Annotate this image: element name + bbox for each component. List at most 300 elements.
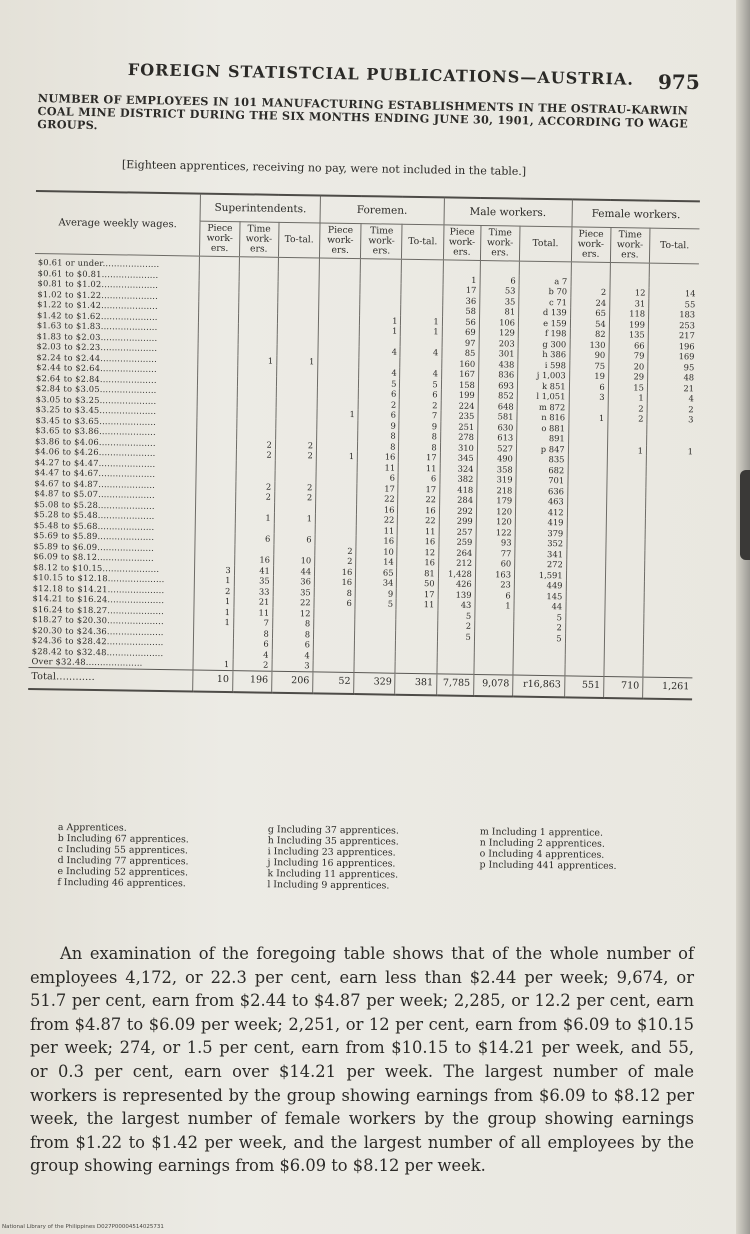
table-cell	[567, 528, 606, 539]
table-cell: 77	[476, 547, 515, 558]
table-cell	[607, 487, 646, 498]
table-cell: 95	[648, 361, 698, 372]
table-cell	[568, 433, 607, 444]
table-cell: 710	[603, 676, 643, 698]
wage-range-label: $4.47 to $4.67....................	[34, 467, 156, 479]
wage-range-label: $4.67 to $4.87....................	[34, 477, 156, 490]
table-cell: 196	[232, 670, 272, 692]
table-cell: 24	[570, 297, 609, 308]
table-cell	[401, 294, 442, 305]
table-cell	[194, 627, 233, 638]
table-cell: 2	[647, 403, 697, 414]
table-cell: 16	[398, 504, 439, 515]
table-cell	[606, 497, 645, 508]
table-cell	[396, 641, 437, 652]
table-cell: 21	[234, 596, 273, 607]
table-cell	[565, 664, 604, 676]
table-cell	[355, 619, 396, 630]
table-cell: 81	[479, 306, 518, 317]
table-cell	[276, 366, 317, 377]
table-cell	[195, 533, 234, 544]
table-cell	[606, 518, 645, 529]
table-cell	[274, 523, 315, 534]
table-cell	[645, 519, 695, 530]
table-cell	[604, 623, 643, 634]
footnote: l Including 9 apprentices.	[267, 879, 390, 892]
table-cell: 82	[570, 328, 609, 339]
table-cell: 1	[194, 596, 233, 607]
table-cell	[605, 602, 644, 613]
table-cell: 79	[609, 350, 648, 361]
table-cell	[277, 345, 318, 356]
subheader-piece: Piece work-ers.	[319, 223, 361, 259]
table-cell	[566, 591, 605, 602]
wage-range-label: $2.64 to $2.84....................	[35, 372, 157, 385]
table-cell: 22	[398, 515, 439, 526]
footnote: a Apprentices.	[57, 822, 127, 834]
table-cell: 160	[441, 358, 478, 369]
table-cell: 196	[648, 340, 698, 351]
table-cell: 17	[398, 483, 439, 494]
table-cell: 235	[441, 410, 478, 421]
table-cell	[605, 581, 644, 592]
table-cell	[198, 386, 237, 397]
page-edge-shadow	[736, 0, 750, 1234]
table-cell	[317, 387, 358, 398]
table-cell	[276, 387, 317, 398]
table-cell: a 7	[519, 275, 571, 286]
wage-range-label: $8.12 to $10.15....................	[33, 561, 160, 574]
table-cell: 253	[648, 319, 698, 330]
table-cell	[605, 570, 644, 581]
table-cell: 7,785	[436, 673, 473, 695]
wage-range-label: $5.89 to $6.09....................	[33, 540, 155, 553]
table-cell: 1	[443, 274, 480, 285]
table-cell: 693	[478, 379, 517, 390]
table-cell: 212	[438, 557, 475, 568]
table-cell	[274, 544, 315, 555]
table-cell	[646, 498, 696, 509]
table-cell: 1	[194, 617, 233, 628]
subheader-piece: Piece work-ers.	[443, 225, 481, 261]
table-cell	[567, 486, 606, 497]
table-cell: 48	[647, 372, 697, 383]
table-cell	[568, 454, 607, 465]
table-cell	[401, 336, 442, 347]
table-cell: 69	[442, 326, 479, 337]
wage-range-label: $24.36 to $28.42....................	[31, 634, 164, 648]
table-cell: 50	[397, 578, 438, 589]
wage-range-label: $14.21 to $16.24....................	[32, 592, 165, 606]
table-cell	[566, 559, 605, 570]
table-cell: m 872	[517, 401, 569, 412]
table-cell: 438	[479, 358, 518, 369]
table-cell	[566, 601, 605, 612]
table-cell: 352	[515, 538, 567, 549]
table-cell: 217	[648, 330, 698, 341]
table-cell: 29	[608, 371, 647, 382]
table-cell	[604, 633, 643, 644]
table-cell: 34	[356, 577, 397, 588]
table-cell: 183	[648, 309, 698, 320]
table-cell: 426	[438, 578, 475, 589]
table-cell: 701	[516, 475, 568, 486]
table-cell	[567, 517, 606, 528]
table-cell: 682	[516, 464, 568, 475]
table-cell: 16	[314, 576, 355, 587]
table-cell	[316, 471, 357, 482]
table-cell: 581	[478, 411, 517, 422]
table-cell: 3	[569, 391, 608, 402]
table-cell: 53	[480, 285, 519, 296]
table-cell	[396, 609, 437, 620]
table-cell	[199, 333, 238, 344]
table-cell: 22	[357, 514, 398, 525]
table-cell	[276, 397, 317, 408]
table-cell: 1	[569, 412, 608, 423]
table-cell: 1	[646, 445, 696, 456]
table-cell	[565, 654, 604, 665]
table-cell: 135	[609, 329, 648, 340]
table-cell: 4	[647, 393, 697, 404]
table-cell: 118	[609, 308, 648, 319]
table-cell	[355, 630, 396, 641]
subheader-total: To-tal.	[402, 224, 444, 260]
table-cell: 527	[477, 442, 516, 453]
table-cell	[474, 631, 513, 642]
table-cell: 35	[273, 586, 314, 597]
table-cell: e 159	[518, 317, 570, 328]
table-cell	[608, 424, 647, 435]
table-cell: 264	[439, 547, 476, 558]
table-cell	[569, 402, 608, 413]
table-cell	[196, 512, 235, 523]
table-cell	[275, 429, 316, 440]
wage-range-label: $0.61 or under....................	[37, 257, 160, 269]
row-header: Average weekly wages.	[35, 191, 201, 256]
table-cell: 636	[516, 485, 568, 496]
table-cell: 284	[439, 494, 476, 505]
table-cell: 11	[398, 525, 439, 536]
wage-range-label: $5.28 to $5.48....................	[33, 509, 155, 521]
table-cell: 179	[476, 495, 515, 506]
table-cell: 224	[441, 400, 478, 411]
table-cell: 145	[514, 590, 566, 601]
table-cell	[359, 357, 400, 368]
table-cell	[604, 665, 643, 677]
table-cell	[277, 313, 318, 324]
footnote: c Including 55 apprentices.	[57, 844, 188, 857]
table-cell: 10	[193, 670, 233, 692]
table-cell: 8	[399, 431, 440, 442]
table-cell	[276, 418, 317, 429]
table-cell: 9	[355, 588, 396, 599]
table-cell	[565, 633, 604, 644]
table-cell: 6	[400, 389, 441, 400]
table-cell: 1,261	[643, 677, 693, 699]
table-cell: 203	[479, 337, 518, 348]
table-cell	[199, 302, 238, 313]
table-cell: g 300	[518, 338, 570, 349]
table-cell: 1	[237, 355, 276, 366]
table-cell	[277, 334, 318, 345]
wage-range-label: $12.18 to $14.21....................	[32, 582, 165, 595]
table-cell: 85	[442, 347, 479, 358]
table-cell	[238, 334, 277, 345]
table-cell: 1	[317, 408, 358, 419]
table-cell	[199, 323, 238, 334]
table-cell: 16	[234, 554, 273, 565]
table-cell	[401, 284, 442, 295]
table-cell: 6	[235, 533, 274, 544]
table-cell	[643, 645, 693, 656]
table-cell	[200, 256, 239, 271]
table-cell: 3	[272, 660, 313, 672]
table-cell	[239, 281, 278, 292]
table-cell	[236, 470, 275, 481]
wage-range-label: $5.69 to $5.89....................	[33, 530, 155, 542]
table-cell	[198, 375, 237, 386]
table-cell: 2	[315, 545, 356, 556]
table-cell	[437, 662, 474, 674]
subheader-piece: Piece work-ers.	[200, 221, 240, 257]
table-cell	[316, 440, 357, 451]
table-cell: 97	[442, 337, 479, 348]
table-cell	[235, 502, 274, 513]
table-cell: f 198	[518, 328, 570, 339]
table-cell	[566, 580, 605, 591]
table-cell: 120	[476, 516, 515, 527]
wage-range-label: $1.42 to $1.62....................	[36, 309, 158, 322]
table-cell	[319, 293, 360, 304]
table-cell: 11	[356, 525, 397, 536]
table-cell: 8	[233, 628, 272, 639]
table-cell	[236, 418, 275, 429]
wage-range-label: $1.83 to $2.03....................	[36, 330, 158, 343]
table-cell	[198, 344, 237, 355]
wage-range-label: $0.61 to $0.81....................	[37, 267, 159, 280]
table-cell: 1,428	[438, 568, 475, 579]
table-cell	[196, 501, 235, 512]
table-cell	[568, 465, 607, 476]
table-cell	[355, 609, 396, 620]
table-cell: 341	[515, 548, 567, 559]
table-cell: 2	[514, 622, 566, 633]
table-cell	[566, 570, 605, 581]
table-cell: 16	[397, 536, 438, 547]
table-cell: r16,863	[513, 675, 565, 697]
table-cell	[276, 408, 317, 419]
footnote: b Including 67 apprentices.	[57, 833, 189, 846]
table-cell	[194, 648, 233, 659]
table-cell: n 816	[517, 412, 569, 423]
table-cell: 2	[274, 492, 315, 503]
wage-range-label: $1.02 to $1.22....................	[37, 288, 159, 301]
table-cell: 56	[442, 316, 479, 327]
table-cell	[196, 470, 235, 481]
table-cell	[315, 534, 356, 545]
summary-paragraph: An examination of the foregoing table shows that of the whole number of employees 4,172, or 22.3 per cent, earn less than $2.44 per week; 9,674, or 51.7 per cent, earn from $2.44 to $4.87 per week; 2,285, or 12.2 per cent, earn from $4.87 to $6.09 per week; 2,251, or 12 per cent, earn from $6.09 to $10.15 per week; 274, or 1.5 per cent, earn from $10.15 to $14.21 per week, and 55, or 0.3 per cent, earn over $14.21 per week. The largest number of male workers is represented by the group showing earnings from $6.09 to $8.12 per week, the largest number of female workers by the group showing earnings from $1.22 to $1.42 per week, and the largest number of all employees by the group showing earnings from $6.09 to $8.12 per week.	[30, 944, 694, 1176]
wage-range-label: $18.27 to $20.30....................	[32, 613, 164, 627]
table-cell: 324	[440, 463, 477, 474]
table-cell	[234, 544, 273, 555]
table-cell	[646, 477, 696, 488]
table-cell: 1	[194, 606, 233, 617]
table-cell	[475, 610, 514, 621]
table-cell	[236, 460, 275, 471]
table-cell: 106	[479, 316, 518, 327]
table-cell: 418	[440, 484, 477, 495]
table-cell: 17	[357, 483, 398, 494]
table-cell: 11	[357, 462, 398, 473]
table-cell: 14	[649, 288, 699, 299]
subheader-total: To-tal.	[649, 228, 699, 264]
footnote: o Including 4 apprentices.	[479, 848, 605, 861]
wage-range-label: $3.05 to $3.25....................	[35, 393, 157, 406]
table-cell: 1	[401, 326, 442, 337]
table-cell	[317, 419, 358, 430]
table-cell	[313, 650, 354, 661]
subheader-piece: Piece work-ers.	[571, 227, 611, 263]
group-header-male-workers: Male workers.	[444, 197, 572, 227]
table-cell: 4	[400, 347, 441, 358]
wage-range-label: $6.09 to $8.12....................	[33, 551, 154, 563]
table-cell: 4	[272, 649, 313, 660]
table-cell	[568, 475, 607, 486]
table-cell: 6	[314, 597, 355, 608]
table-cell: 17	[399, 452, 440, 463]
wage-range-label: $4.87 to $5.07....................	[34, 488, 155, 500]
table-cell	[605, 612, 644, 623]
table-cell: 6	[480, 274, 519, 285]
table-cell: 65	[570, 307, 609, 318]
table-cell	[314, 618, 355, 629]
table-cell: 490	[477, 453, 516, 464]
table-cell	[194, 638, 233, 649]
table-cell	[644, 603, 694, 614]
table-cell: 382	[440, 473, 477, 484]
table-cell	[278, 282, 319, 293]
table-cell: 163	[475, 568, 514, 579]
table-cell	[567, 496, 606, 507]
table-cell: 169	[648, 351, 698, 362]
table-cell	[239, 271, 278, 282]
table-cell: j 1,003	[518, 370, 570, 381]
table-cell: 33	[234, 586, 273, 597]
table-cell: 9	[399, 420, 440, 431]
table-cell	[610, 263, 649, 278]
table-cell: 17	[443, 284, 480, 295]
table-cell	[474, 621, 513, 632]
table-cell	[644, 592, 694, 603]
table-cell	[646, 487, 696, 498]
table-cell	[195, 543, 234, 554]
table-cell: 6	[358, 409, 399, 420]
table-cell: 12	[397, 546, 438, 557]
footnotes	[57, 822, 708, 892]
table-cell	[606, 528, 645, 539]
footnote: e Including 52 apprentices.	[57, 866, 189, 879]
table-cell: 20	[608, 361, 647, 372]
table-cell	[396, 651, 437, 662]
table-cell: 16	[356, 535, 397, 546]
wage-range-label: $3.25 to $3.45....................	[35, 404, 157, 416]
table-cell: 8	[358, 430, 399, 441]
table-cell: 6	[272, 639, 313, 650]
table-cell: 16	[357, 504, 398, 515]
wage-range-label: $10.15 to $12.18....................	[32, 572, 165, 585]
table-cell	[197, 428, 236, 439]
table-body	[29, 253, 699, 677]
table-cell	[402, 259, 443, 274]
table-cell: 5	[355, 598, 396, 609]
footnote: p Including 441 apprentices.	[479, 859, 617, 873]
table-cell	[236, 428, 275, 439]
table-title: NUMBER OF EMPLOYEES IN 101 MANUFACTURING ESTABLISHMENTS IN THE OSTRAU-KARWIN COAL MINE DISTRICT DURING THE SIX MONTHS ENDING JUNE 30, 1901, ACCORDING TO WAGE GROUPS.	[37, 91, 689, 133]
table-cell: 551	[564, 675, 604, 697]
table-cell	[199, 291, 238, 302]
table-cell: 5	[437, 631, 474, 642]
table-cell	[565, 622, 604, 633]
wage-range-label: $1.63 to $1.83....................	[36, 320, 158, 332]
table-cell	[313, 639, 354, 650]
table-cell: 16	[314, 566, 355, 577]
table-cell	[315, 503, 356, 514]
table-cell	[238, 292, 277, 303]
table-cell	[354, 661, 395, 673]
table-cell	[647, 424, 697, 435]
wage-range-label: $5.08 to $5.28....................	[33, 498, 155, 511]
wage-range-label: $4.06 to $4.26....................	[34, 446, 156, 458]
table-cell: 16	[358, 451, 399, 462]
table-cell: 310	[440, 442, 477, 453]
table-cell: 9,078	[473, 674, 513, 696]
table-cell: 449	[514, 580, 566, 591]
table-cell	[197, 438, 236, 449]
table-cell: 9	[358, 420, 399, 431]
table-cell: 8	[358, 441, 399, 452]
wage-table-container	[28, 190, 700, 700]
table-cell: 58	[442, 305, 479, 316]
table-cell: 2	[437, 620, 474, 631]
table-cell	[360, 304, 401, 315]
table-cell	[519, 261, 571, 276]
binding-mark	[740, 470, 750, 560]
table-cell	[645, 508, 695, 519]
table-cell	[360, 294, 401, 305]
table-cell	[197, 407, 236, 418]
table-cell: 5	[513, 632, 565, 643]
table-cell	[643, 666, 693, 678]
table-cell	[318, 345, 359, 356]
table-cell	[237, 386, 276, 397]
table-cell: 299	[439, 515, 476, 526]
table-cell: 55	[649, 298, 699, 309]
table-cell	[197, 459, 236, 470]
table-cell: 835	[516, 454, 568, 465]
wage-range-label: $3.86 to $4.06....................	[34, 435, 156, 448]
table-cell: 11	[233, 607, 272, 618]
table-cell	[318, 366, 359, 377]
table-cell: 44	[514, 601, 566, 612]
group-header-superintendents: Superintendents.	[200, 194, 320, 223]
wage-range-label: $2.84 to $3.05....................	[35, 383, 157, 395]
table-cell	[318, 324, 359, 335]
table-cell: 419	[515, 517, 567, 528]
table-cell: 130	[570, 339, 609, 350]
running-title: FOREIGN STATISTCIAL PUBLICATIONS—AUSTRIA.	[127, 60, 635, 89]
table-cell	[237, 376, 276, 387]
